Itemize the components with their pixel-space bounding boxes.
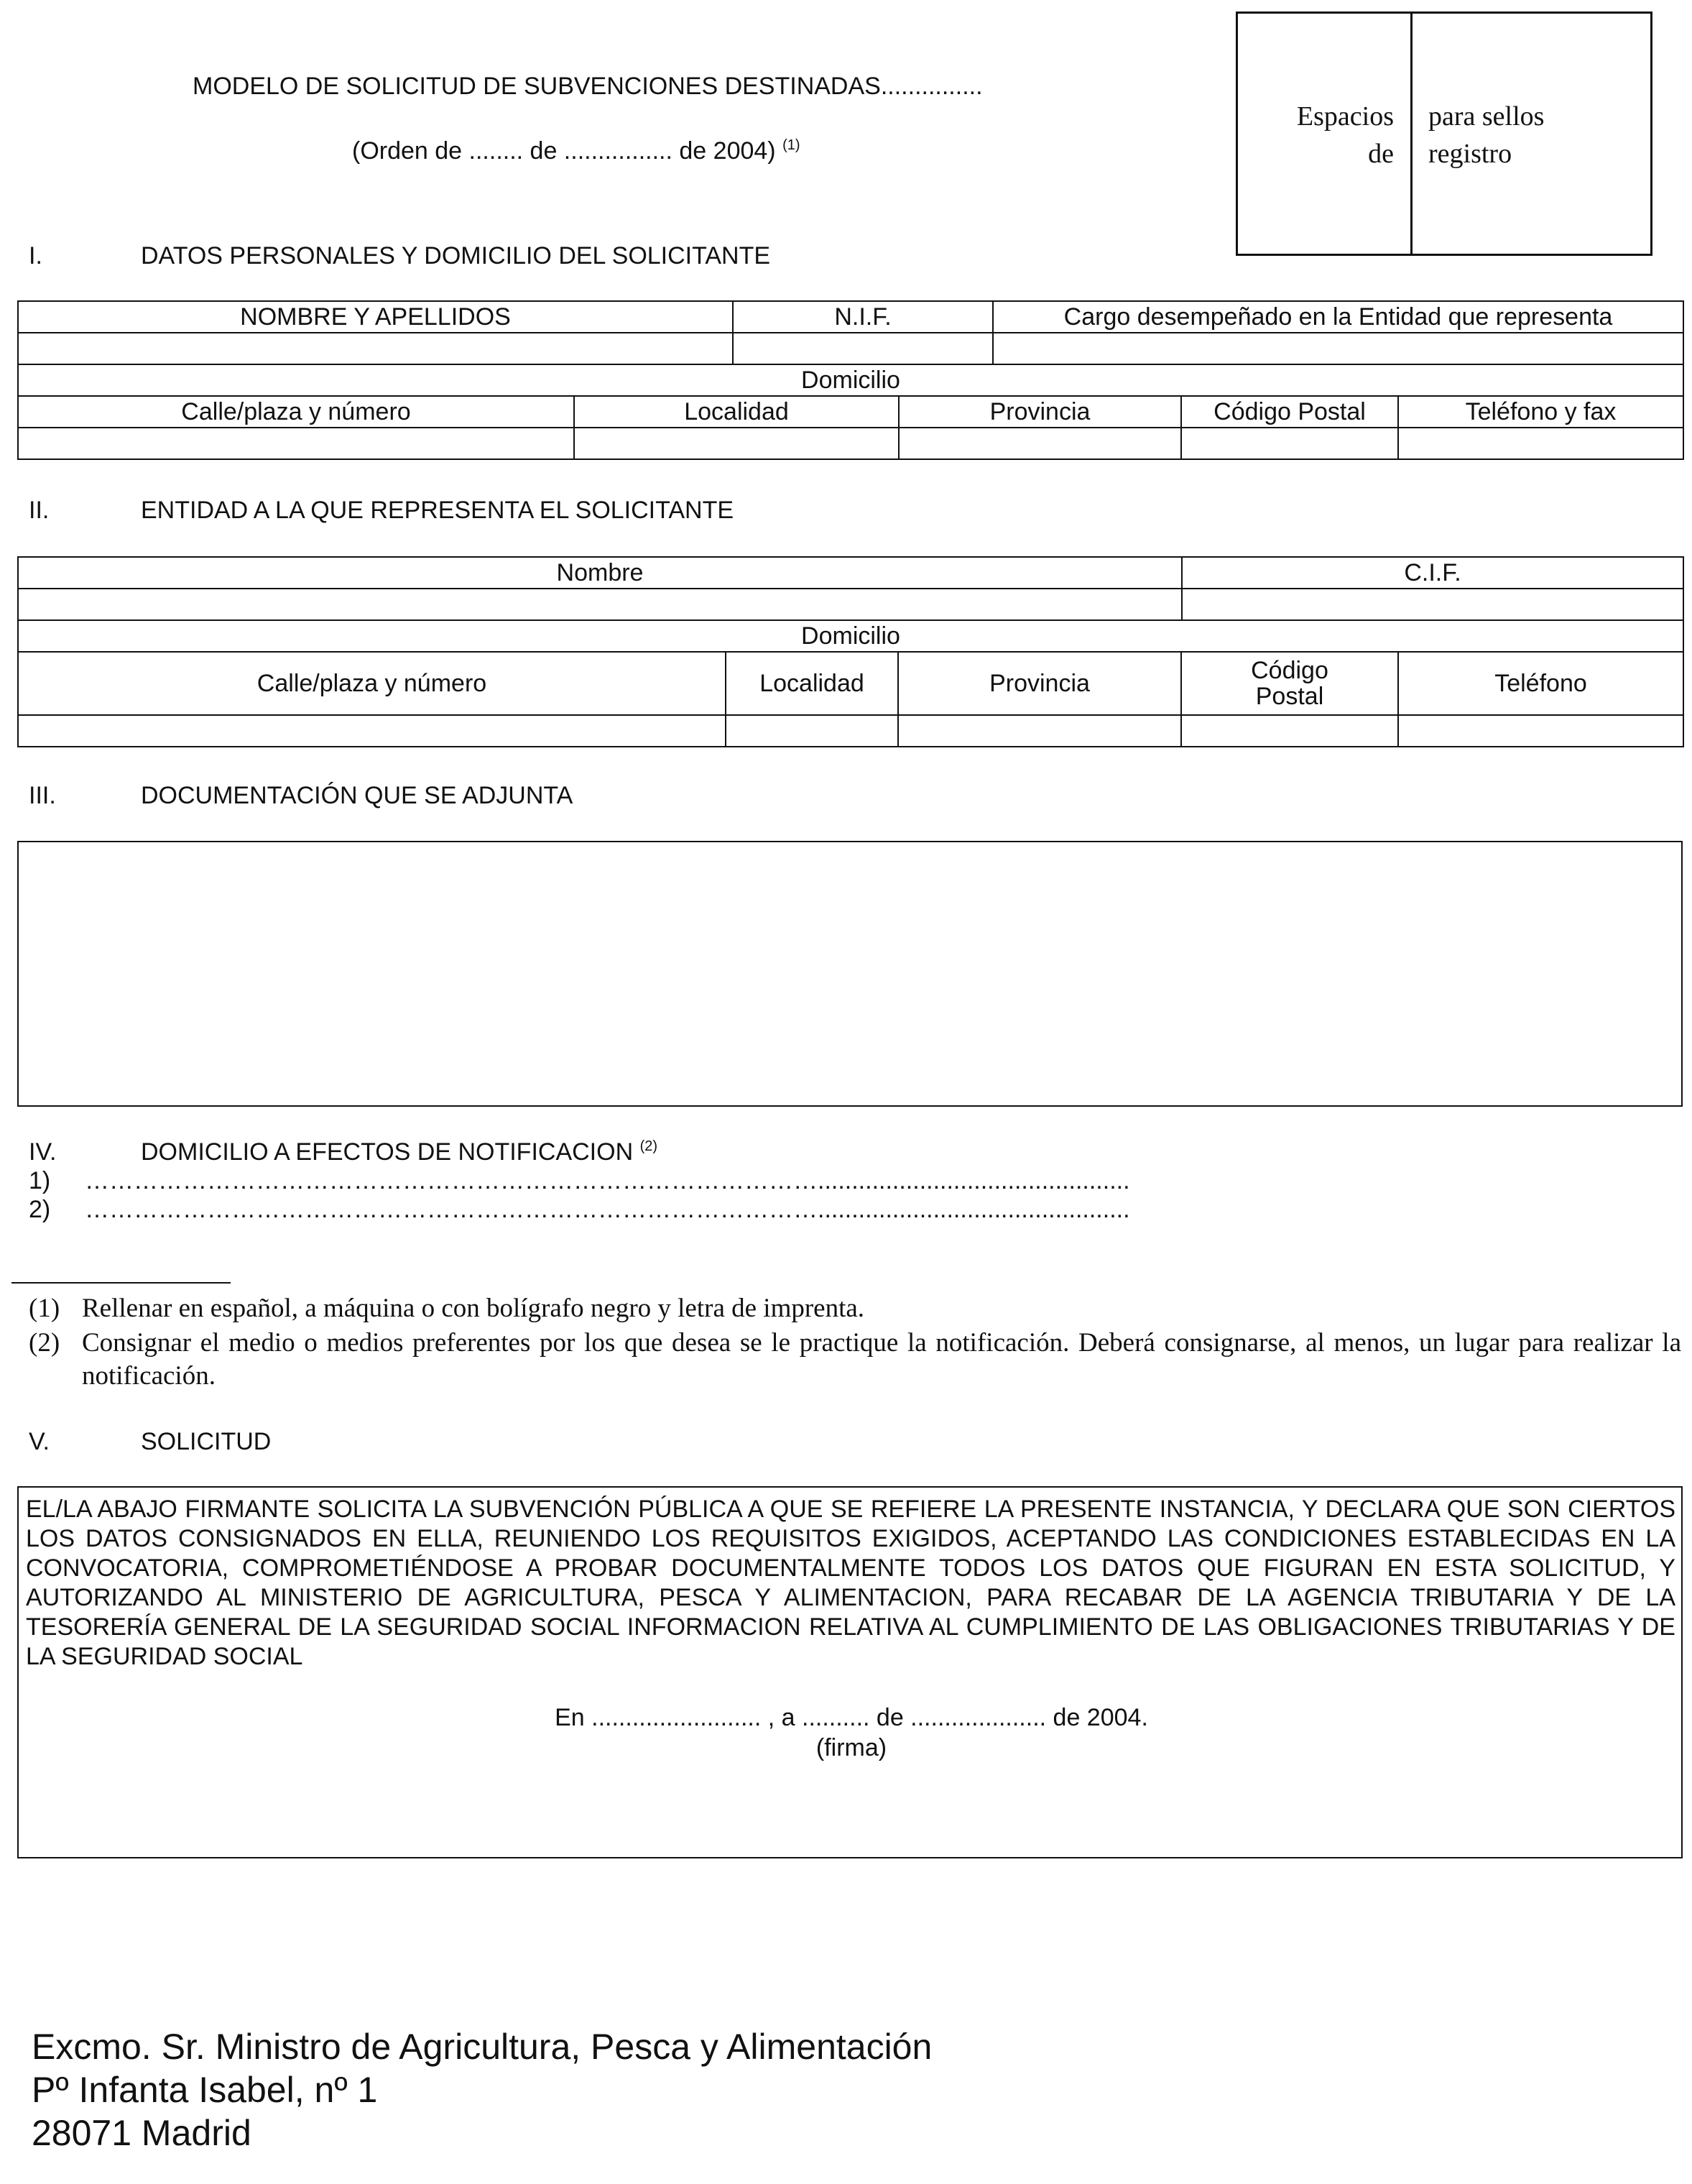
address-line2: Pº Infanta Isabel, nº 1 [32,2070,378,2110]
header-entity-codigo-postal-text: Código Postal [1251,657,1328,710]
footnote-ref-2: (2) [639,1138,658,1154]
personal-address-table [17,364,1684,460]
solicitud-declaration: EL/LA ABAJO FIRMANTE SOLICITA LA SUBVENCIÓN PÚBLICA A QUE SE REFIERE LA PRESENTE INSTANCIA, Y DECLARA QUE SON CIERTOS LOS DATOS CONSIGNADOS EN ELLA, REUNIENDO LOS REQUISITOS EXIGIDOS, ACEPTANDO LAS CONDICIONES ESTABLECIDAS EN LA CONVOCATORIA, COMPROMETIÉNDOSE A PROBAR DOCUMENTALMENTE TODOS LOS DATOS QUE FIGURAN EN ESTA SOLICITUD, Y AUTORIZANDO AL MINISTERIO DE AGRICULTURA, PESCA Y ALIMENTACION, PARA RECABAR DE LA AGENCIA TRIBUTARIA Y DE LA TESORERÍA GENERAL DE LA SEGURIDAD SOCIAL INFORMACION RELATIVA AL CUMPLIMIENTO DE LAS OBLIGACIONES TRIBUTARIAS Y DE LA SEGURIDAD SOCIAL [26,1496,1675,1670]
header-calle: Calle/plaza y número [18,396,574,428]
footnote-2-text: Consignar el medio o medios preferentes por los que desea se le practique la notificación. Deberá consignarse, al menos, un lugar para realizar la notificación. [82,1328,1681,1391]
header-entity-localidad: Localidad [726,652,898,715]
solicitud-box [17,1486,1683,1858]
notification-line1[interactable]: ……………………………………………………………………………….............................................. [85,1167,1130,1194]
address-block [32,2025,932,2155]
registry-box-divider [1410,11,1413,256]
field-codigo-postal[interactable] [1181,428,1398,459]
footnote-rule [11,1282,231,1284]
address-line3: 28071 Madrid [32,2113,251,2153]
section3-title: DOCUMENTACIÓN QUE SE ADJUNTA [141,782,573,809]
field-localidad[interactable] [574,428,899,459]
header-entity-telefono: Teléfono [1398,652,1683,715]
section4-title-wrap [141,1138,657,1166]
registry-right-label [1428,98,1644,172]
address-line1: Excmo. Sr. Ministro de Agricultura, Pesca y Alimentación [32,2027,933,2067]
field-provincia[interactable] [899,428,1181,459]
documentation-box[interactable] [17,841,1683,1107]
header-cif: C.I.F. [1182,557,1683,589]
field-entity-provincia[interactable] [898,715,1181,747]
registry-left-label [1239,98,1394,172]
registry-left-line1: Espacios [1296,101,1394,132]
header-telefono-fax: Teléfono y fax [1398,396,1683,428]
registry-left-line2: de [1368,139,1394,169]
footnote-2 [29,1327,1681,1393]
registry-right-line2: registro [1428,139,1512,169]
header-cargo: Cargo desempeñado en la Entidad que representa [993,301,1683,333]
header-nombre-apellidos: NOMBRE Y APELLIDOS [18,301,733,333]
field-entity-nombre[interactable] [18,589,1182,620]
section4-number: IV. [29,1138,57,1166]
entity-data-table [17,556,1684,621]
field-entity-telefono[interactable] [1398,715,1683,747]
section5-title: SOLICITUD [141,1428,272,1455]
header-entity-provincia: Provincia [898,652,1181,715]
header-localidad: Localidad [574,396,899,428]
field-entity-codigo-postal[interactable] [1181,715,1398,747]
field-entity-calle[interactable] [18,715,726,747]
header-codigo-postal: Código Postal [1181,396,1398,428]
section4-title: DOMICILIO A EFECTOS DE NOTIFICACION [141,1138,634,1166]
personal-data-table [17,300,1684,365]
field-telefono-fax[interactable] [1398,428,1683,459]
signature-label: (firma) [815,1734,887,1761]
field-cargo[interactable] [993,333,1683,364]
header-entity-domicilio: Domicilio [18,620,1683,652]
section1-number: I. [29,242,42,269]
section3-number: III. [29,782,56,809]
footnote-1-text: Rellenar en español, a máquina o con bolígrafo negro y letra de imprenta. [82,1294,865,1323]
header-entity-nombre: Nombre [18,557,1182,589]
section5-number: V. [29,1428,50,1455]
footnote-2-mark: (2) [29,1328,60,1358]
field-nombre-apellidos[interactable] [18,333,733,364]
header-entity-calle: Calle/plaza y número [18,652,726,715]
field-entity-localidad[interactable] [726,715,898,747]
notification-line1-label: 1) [29,1167,51,1194]
place-date-line[interactable]: En ......................... , a .......... de .................... de 2004. [555,1704,1148,1731]
form-title: MODELO DE SOLICITUD DE SUBVENCIONES DESTINADAS............... [193,73,983,100]
form-subtitle-text: (Orden de ........ de ................ de 2004) [352,137,776,165]
notification-line2[interactable]: ……………………………………………………………………………….............................................. [85,1196,1130,1223]
form-subtitle [352,137,927,165]
footnote-1 [29,1292,1681,1325]
header-domicilio: Domicilio [18,364,1683,396]
field-cif[interactable] [1182,589,1683,620]
registry-right-line1: para sellos [1428,101,1545,132]
section2-title: ENTIDAD A LA QUE REPRESENTA EL SOLICITANTE [141,497,734,524]
header-entity-codigo-postal [1181,652,1398,715]
footnote-ref-1: (1) [782,137,800,153]
footnotes [29,1292,1681,1393]
field-nif[interactable] [733,333,993,364]
field-calle[interactable] [18,428,574,459]
header-provincia: Provincia [899,396,1181,428]
header-nif: N.I.F. [733,301,993,333]
entity-address-table [17,619,1684,747]
section2-number: II. [29,497,50,524]
footnote-1-mark: (1) [29,1294,60,1323]
section1-title: DATOS PERSONALES Y DOMICILIO DEL SOLICITANTE [141,242,771,269]
notification-line2-label: 2) [29,1196,51,1223]
